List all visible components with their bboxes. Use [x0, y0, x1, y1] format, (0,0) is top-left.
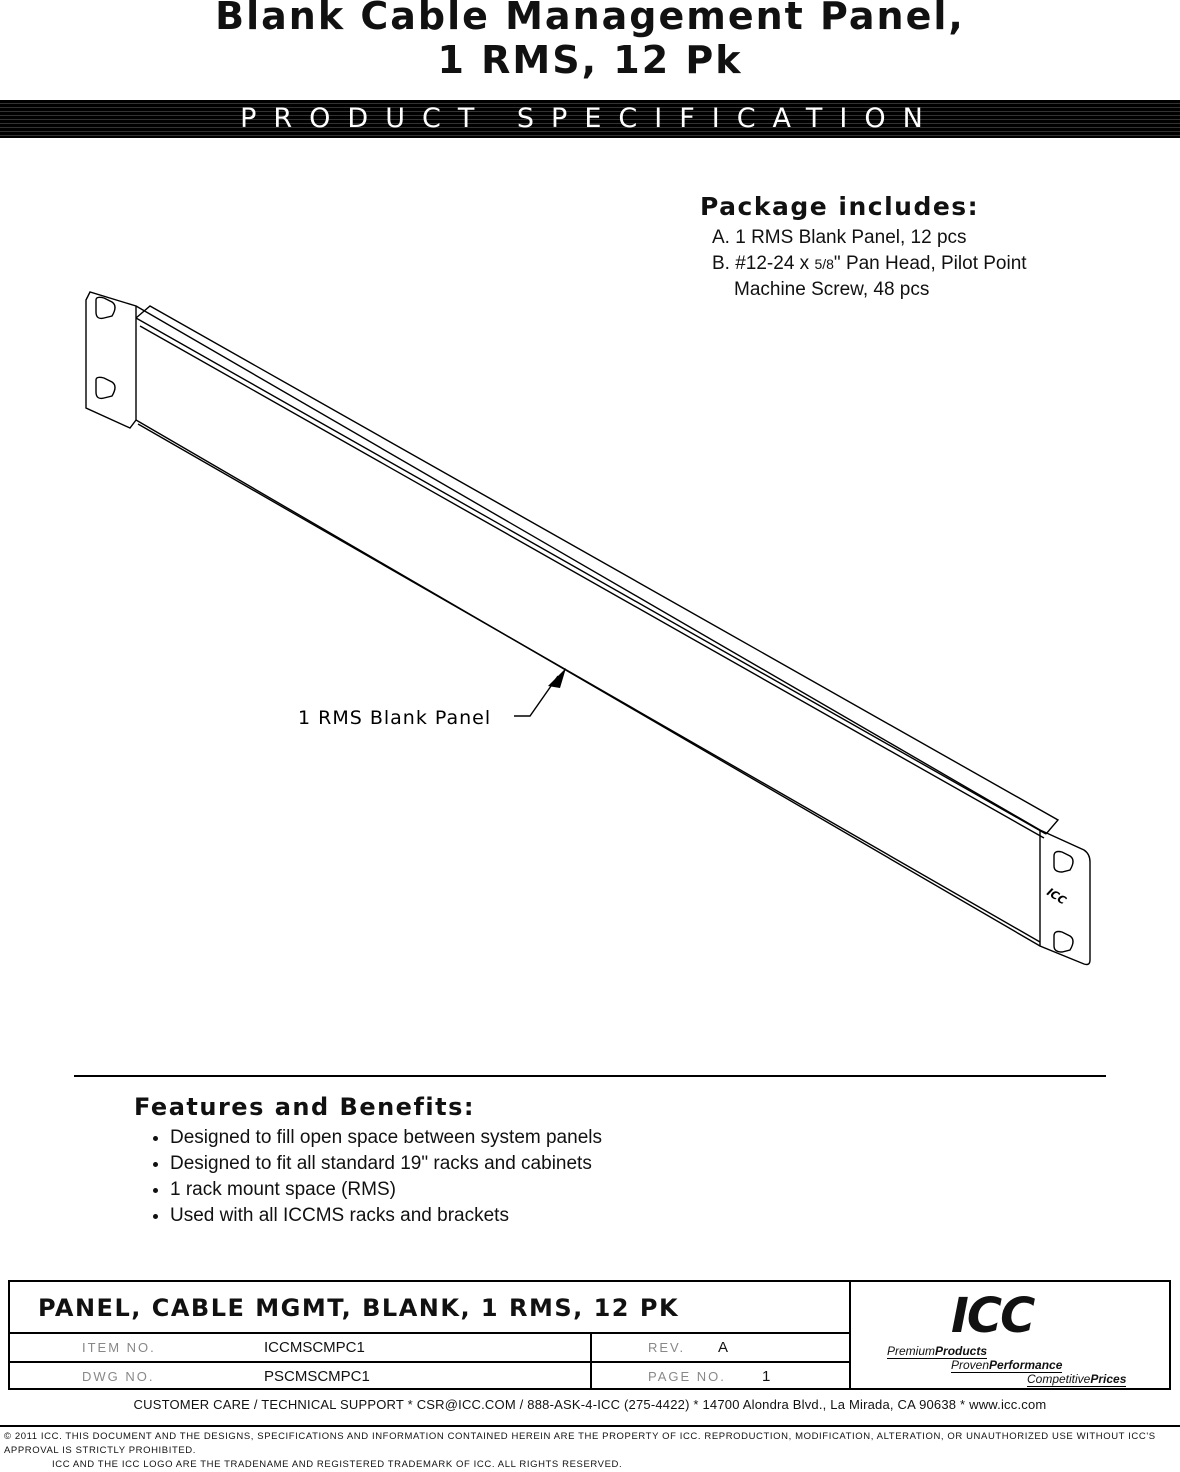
tag1-b: Products — [935, 1344, 988, 1358]
package-item-b-suffix: " Pan Head, Pilot Point — [833, 253, 1027, 274]
panel-face-top-edge — [136, 306, 1040, 830]
title-line-2: 1 RMS, 12 Pk — [437, 38, 743, 82]
right-ear-hole-bottom — [1054, 932, 1073, 953]
copyright-line-2: ICC AND THE ICC LOGO ARE THE TRADENAME AND REGISTERED TRADEMARK OF ICC. ALL RIGHTS RESERVED. — [52, 1459, 623, 1470]
rev-label: REV. — [648, 1340, 686, 1355]
logo-tagline-2 — [951, 1358, 1062, 1373]
document-title — [0, 0, 1180, 82]
features-section — [134, 1093, 602, 1229]
title-block-main — [10, 1282, 851, 1388]
tag1-a: Premium — [887, 1344, 936, 1358]
tag2-b: Performance — [989, 1358, 1063, 1372]
rev-value: A — [718, 1339, 729, 1356]
product-name: PANEL, CABLE MGMT, BLANK, 1 RMS, 12 PK — [10, 1282, 849, 1334]
panel-callout-label: 1 RMS Blank Panel — [298, 707, 492, 729]
callout-arrowhead — [548, 668, 566, 688]
feature-item: • Designed to fill open space between system panels — [170, 1125, 602, 1151]
left-ear-hole-bottom — [96, 377, 115, 398]
title-block — [8, 1280, 1171, 1390]
package-item-b-fraction: 5/8 — [814, 256, 834, 272]
item-no-row — [10, 1334, 849, 1363]
panel-top-flange — [136, 306, 1058, 834]
item-no-label: ITEM NO. — [82, 1340, 156, 1355]
package-item-b-prefix: B. #12-24 x — [712, 253, 815, 274]
dwg-no-row — [10, 1363, 849, 1390]
copyright-notice — [4, 1430, 1176, 1472]
spec-banner — [0, 100, 1180, 138]
section-divider — [74, 1075, 1106, 1077]
right-ear-hole-top — [1054, 852, 1073, 873]
dwg-no-value: PSCMSCMPC1 — [264, 1368, 370, 1385]
tag2-a: Proven — [951, 1358, 990, 1372]
left-ear-hole-top — [96, 297, 115, 318]
contact-line: CUSTOMER CARE / TECHNICAL SUPPORT * CSR@ICC.COM / 888-ASK-4-ICC (275-4422) * 14700 Alondra Blvd., La Mirada, CA 90638 * www.icc.com — [133, 1397, 1047, 1412]
title-block-divider — [590, 1334, 592, 1390]
left-ear-outline — [86, 292, 136, 428]
callout-leader — [514, 676, 558, 716]
logo-tagline-3 — [1027, 1372, 1126, 1387]
feature-item: • 1 rack mount space (RMS) — [170, 1177, 602, 1203]
page-no-label: PAGE NO. — [648, 1369, 726, 1384]
copyright-line-1: © 2011 ICC. THIS DOCUMENT AND THE DESIGNS, SPECIFICATIONS AND INFORMATION CONTAINED HEREIN ARE THE PROPERTY OF ICC. REPRODUCTION, MODIFICATION, ALTERATION, OR UNAUTHORIZED USE WITHOUT ICC'S APPROVAL IS STRICTLY PROHIBITED. — [4, 1431, 1156, 1456]
dwg-no-label: DWG NO. — [82, 1369, 155, 1384]
package-item-b-continued: Machine Screw, 48 pcs — [734, 279, 930, 300]
title-line-1: Blank Cable Management Panel, — [215, 0, 965, 38]
spec-banner-text: PRODUCT SPECIFICATION — [240, 103, 940, 134]
package-item-b — [712, 251, 1027, 277]
tag3-b: Prices — [1090, 1372, 1127, 1386]
features-heading: Features and Benefits: — [134, 1093, 475, 1121]
logo-tagline-1 — [887, 1344, 987, 1359]
package-heading: Package includes: — [700, 192, 980, 221]
package-item-a: A. 1 RMS Blank Panel, 12 pcs — [712, 227, 967, 248]
panel-drawing — [0, 280, 1180, 980]
feature-item: • Designed to fit all standard 19" racks and cabinets — [170, 1151, 602, 1177]
tag3-a: Competitive — [1027, 1372, 1091, 1386]
panel-ear-logo: ICC — [1044, 885, 1069, 908]
feature-item: • Used with all ICCMS racks and brackets — [170, 1203, 602, 1229]
footer-rule — [0, 1425, 1180, 1427]
icc-logo — [851, 1282, 1169, 1388]
features-list — [134, 1125, 602, 1229]
page-no-value: 1 — [762, 1368, 771, 1385]
icc-logo-mark: ICC — [951, 1288, 1034, 1344]
item-no-value: ICCMSCMPC1 — [264, 1339, 365, 1356]
